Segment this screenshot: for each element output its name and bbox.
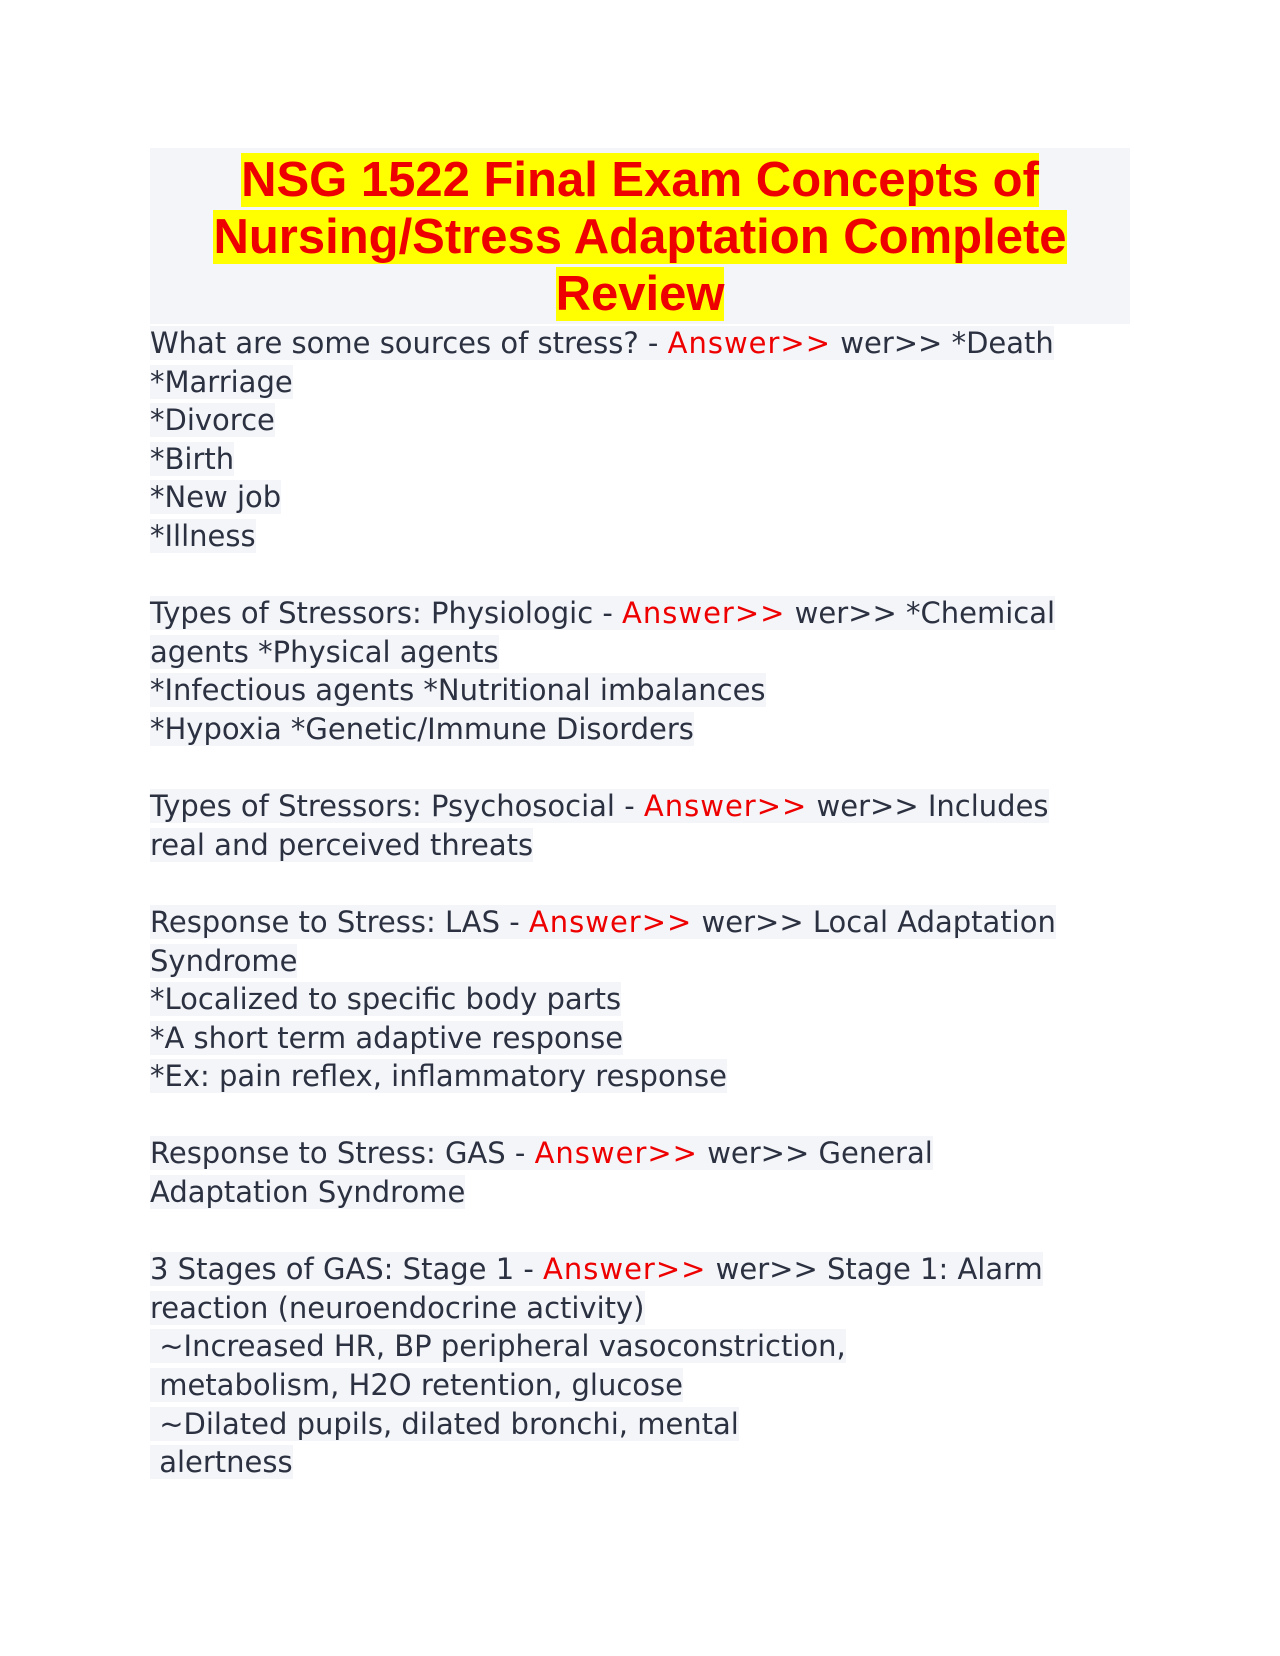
answer-line: Adaptation Syndrome (150, 1175, 466, 1210)
answer-line: Syndrome (150, 943, 298, 978)
title-line-1: NSG 1522 Final Exam Concepts of (241, 153, 1039, 207)
spacer (150, 1212, 1150, 1251)
spacer (150, 1096, 1150, 1135)
document-title (150, 148, 1130, 324)
qa-item-physiologic-stressors (150, 594, 1150, 633)
answer-label: Answer>> (667, 326, 832, 360)
title-line-2: Nursing/Stress Adaptation Complete (213, 210, 1067, 264)
qa-item-gas-stage-1 (150, 1250, 1150, 1289)
qa-item-las (150, 903, 1150, 942)
answer-line: *Ex: pain reflex, inflammatory response (150, 1059, 728, 1094)
answer-line: *Divorce (150, 403, 275, 438)
answer-label: Answer>> (528, 904, 693, 939)
answer-line: real and perceived threats (150, 827, 534, 862)
question-text: 3 Stages of GAS: Stage 1 - (150, 1252, 544, 1287)
question-text: Response to Stress: LAS - (150, 904, 529, 939)
spacer (150, 556, 1150, 595)
title-line-3: Review (555, 267, 725, 321)
answer-line: *New job (150, 480, 282, 515)
spacer (150, 864, 1150, 903)
answer-line: *Localized to specific body parts (150, 982, 622, 1017)
qa-item-psychosocial-stressors (150, 787, 1150, 826)
answer-label: Answer>> (643, 789, 808, 824)
answer-text: wer>> *Death (831, 326, 1054, 360)
answer-line: *A short term adaptive response (150, 1020, 624, 1055)
answer-line: *Hypoxia *Genetic/Immune Disorders (150, 711, 694, 746)
answer-text: wer>> General (697, 1136, 933, 1171)
answer-line-indented: ~Increased HR, BP peripheral vasoconstriction, (150, 1329, 846, 1364)
answer-text: wer>> Stage 1: Alarm (706, 1252, 1043, 1287)
answer-line-indented: metabolism, H2O retention, glucose (150, 1368, 684, 1403)
answer-line-indented: ~Dilated pupils, dilated bronchi, mental (150, 1406, 739, 1441)
question-text: Types of Stressors: Physiologic - (150, 596, 623, 631)
qa-item-sources-of-stress (150, 324, 1150, 363)
answer-line: *Infectious agents *Nutritional imbalances (150, 673, 766, 708)
question-text: Types of Stressors: Psychosocial - (150, 789, 644, 824)
answer-text: wer>> *Chemical (785, 596, 1056, 631)
answer-label: Answer>> (622, 596, 786, 631)
answer-text: wer>> Local Adaptation (692, 904, 1056, 939)
answer-line: *Illness (150, 518, 256, 553)
answer-label: Answer>> (543, 1252, 707, 1287)
answer-line: *Birth (150, 441, 235, 476)
answer-line: agents *Physical agents (150, 634, 499, 669)
question-text: What are some sources of stress? - (150, 326, 668, 360)
answer-line-indented: alertness (150, 1445, 293, 1480)
qa-item-gas (150, 1134, 1150, 1173)
question-text: Response to Stress: GAS - (150, 1136, 535, 1171)
spacer (150, 749, 1150, 788)
answer-text: wer>> Includes (807, 789, 1049, 824)
document-body (150, 324, 1150, 1482)
answer-line: reaction (neuroendocrine activity) (150, 1290, 645, 1325)
answer-line: *Marriage (150, 364, 293, 399)
answer-label: Answer>> (534, 1136, 698, 1171)
